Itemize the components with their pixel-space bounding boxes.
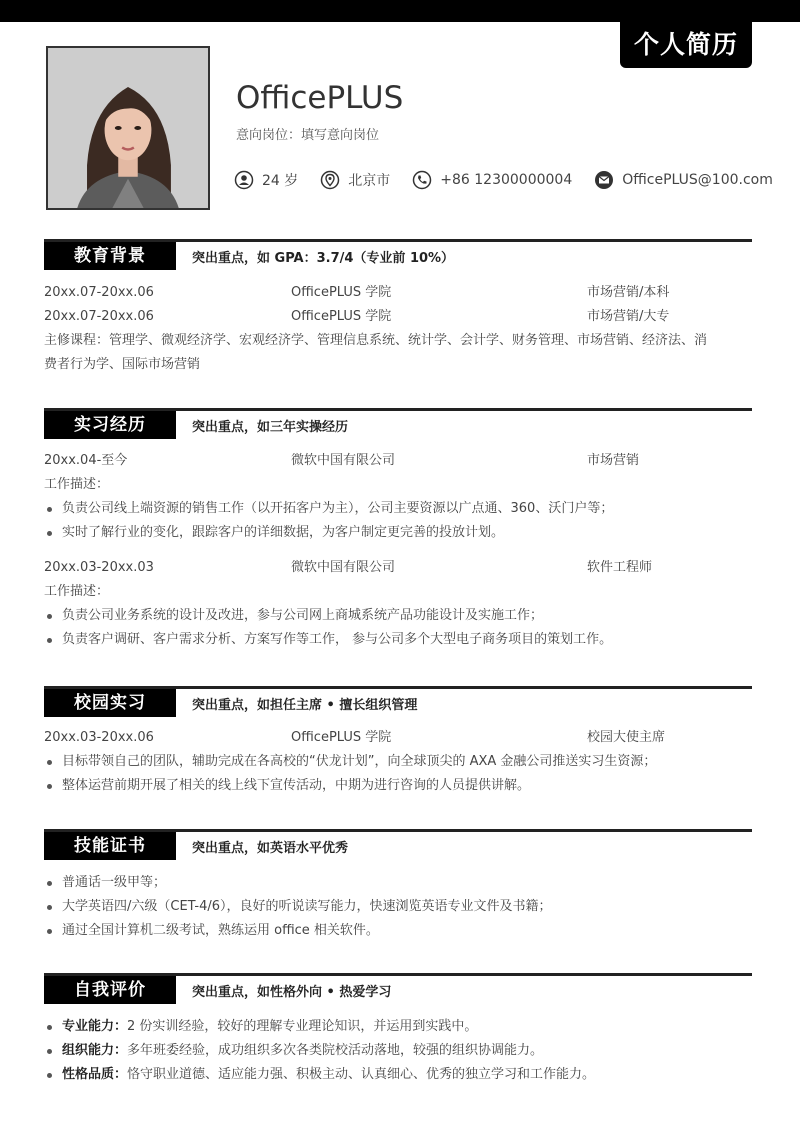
section-campus (44, 686, 752, 798)
job-role: 市场营销 (587, 453, 640, 468)
list-item: 大学英语四/六级（CET-4/6），良好的听说读写能力，快速浏览英语专业文件及书籍； (44, 895, 752, 919)
list-item: 普通话一级甲等； (44, 871, 752, 895)
section-header (44, 408, 752, 442)
section-note: 突出重点，如三年实操经历 (192, 420, 349, 435)
section-internship (44, 408, 752, 652)
intent-value: 填写意向岗位 (301, 128, 380, 143)
list-item: 实时了解行业的变化，跟踪客户的详细数据，为客户制定更完善的投放计划。 (44, 521, 752, 545)
job-date: 20xx.04-至今 (44, 453, 128, 468)
item-key: 性格品质： (62, 1067, 128, 1082)
section-note: 突出重点，如性格外向 • 热爱学习 (192, 985, 392, 1000)
section-header (44, 829, 752, 863)
contact-bar (234, 170, 773, 190)
education-date: 20xx.07-20xx.06 (44, 309, 154, 324)
section-title: 技能证书 (44, 832, 176, 860)
job-date: 20xx.03-20xx.03 (44, 560, 154, 575)
education-row (44, 281, 752, 305)
section-self-evaluation (44, 973, 752, 1087)
section-header (44, 973, 752, 1007)
job-row (44, 449, 752, 473)
section-education (44, 239, 752, 377)
item-key: 组织能力： (62, 1043, 128, 1058)
education-date: 20xx.07-20xx.06 (44, 285, 154, 300)
mail-icon (594, 170, 614, 190)
item-key: 专业能力： (62, 1019, 128, 1034)
courses-line: 费者行为学、国际市场营销 (44, 357, 201, 372)
section-note: 突出重点，如 GPA：3.7/4（专业前 10%） (192, 251, 455, 266)
section-title: 校园实习 (44, 689, 176, 717)
job-desc-label: 工作描述： (44, 477, 110, 492)
section-note: 突出重点，如英语水平优秀 (192, 841, 349, 856)
top-bar (0, 0, 800, 22)
section-note: 突出重点，如担任主席 • 擅长组织管理 (192, 698, 418, 713)
contact-phone-text: +86 12300000004 (440, 172, 573, 188)
list-item: 负责公司线上端资源的销售工作（以开拓客户为主），公司主要资源以广点通、360、沃门户等； (44, 497, 752, 521)
section-header (44, 239, 752, 273)
list-item: 通过全国计算机二级考试，熟练运用 office 相关软件。 (44, 919, 752, 943)
candidate-name: OfficePLUS (236, 80, 404, 116)
list-item: 负责公司业务系统的设计及改进，参与公司网上商城系统产品功能设计及实施工作； (44, 604, 752, 628)
section-header (44, 686, 752, 720)
profile-photo (46, 46, 210, 210)
education-school: OfficePLUS 学院 (291, 285, 392, 300)
contact-city-text: 北京市 (348, 173, 391, 189)
portrait-image (48, 48, 208, 208)
intent-label: 意向岗位： (236, 128, 302, 143)
self-bullets (44, 1015, 752, 1087)
item-text: 多年班委经验，成功组织多次各类院校活动落地，较强的组织协调能力。 (127, 1043, 544, 1058)
job-bullets (44, 604, 752, 652)
list-item (44, 1063, 752, 1087)
list-item: 整体运营前期开展了相关的线上线下宣传活动，中期为进行咨询的人员提供讲解。 (44, 774, 752, 798)
education-row (44, 305, 752, 329)
job-desc-label: 工作描述： (44, 584, 110, 599)
item-text: 2 份实训经验，较好的理解专业理论知识，并运用到实践中。 (127, 1019, 478, 1034)
campus-role: 校园大使主席 (587, 730, 666, 745)
item-text: 恪守职业道德、适应能力强、积极主动、认真细心、优秀的独立学习和工作能力。 (127, 1067, 596, 1082)
skills-bullets (44, 871, 752, 943)
job-company: 微软中国有限公司 (291, 453, 396, 468)
education-school: OfficePLUS 学院 (291, 309, 392, 324)
section-skills (44, 829, 752, 943)
section-title: 实习经历 (44, 411, 176, 439)
campus-row (44, 726, 752, 750)
section-title: 教育背景 (44, 242, 176, 270)
education-major: 市场营销/本科 (587, 285, 670, 300)
job-bullets (44, 497, 752, 545)
intended-position (236, 124, 379, 143)
job-row (44, 556, 752, 580)
list-item: 目标带领自己的团队，辅助完成在各高校的“伏龙计划”，向全球顶尖的 AXA 金融公司推送实习生资源； (44, 750, 752, 774)
list-item (44, 1039, 752, 1063)
contact-email (594, 170, 773, 190)
list-item (44, 1015, 752, 1039)
campus-date: 20xx.03-20xx.06 (44, 730, 154, 745)
section-title: 自我评价 (44, 976, 176, 1004)
contact-age (234, 170, 298, 190)
job-company: 微软中国有限公司 (291, 560, 396, 575)
campus-school: OfficePLUS 学院 (291, 730, 392, 745)
contact-phone (412, 170, 572, 190)
contact-city (320, 170, 390, 190)
education-major: 市场营销/大专 (587, 309, 670, 324)
job-role: 软件工程师 (587, 560, 653, 575)
phone-icon (412, 170, 432, 190)
location-icon (320, 170, 340, 190)
contact-email-text: OfficePLUS@100.com (622, 172, 773, 188)
person-icon (234, 170, 254, 190)
resume-title-tag: 个人简历 (620, 22, 752, 68)
campus-bullets (44, 750, 752, 798)
courses-line: 主修课程：管理学、微观经济学、宏观经济学、管理信息系统、统计学、会计学、财务管理、市场营销、经济法、消 (44, 333, 708, 348)
list-item: 负责客户调研、客户需求分析、方案写作等工作， 参与公司多个大型电子商务项目的策划工作。 (44, 628, 752, 652)
contact-age-text: 24 岁 (262, 173, 299, 189)
